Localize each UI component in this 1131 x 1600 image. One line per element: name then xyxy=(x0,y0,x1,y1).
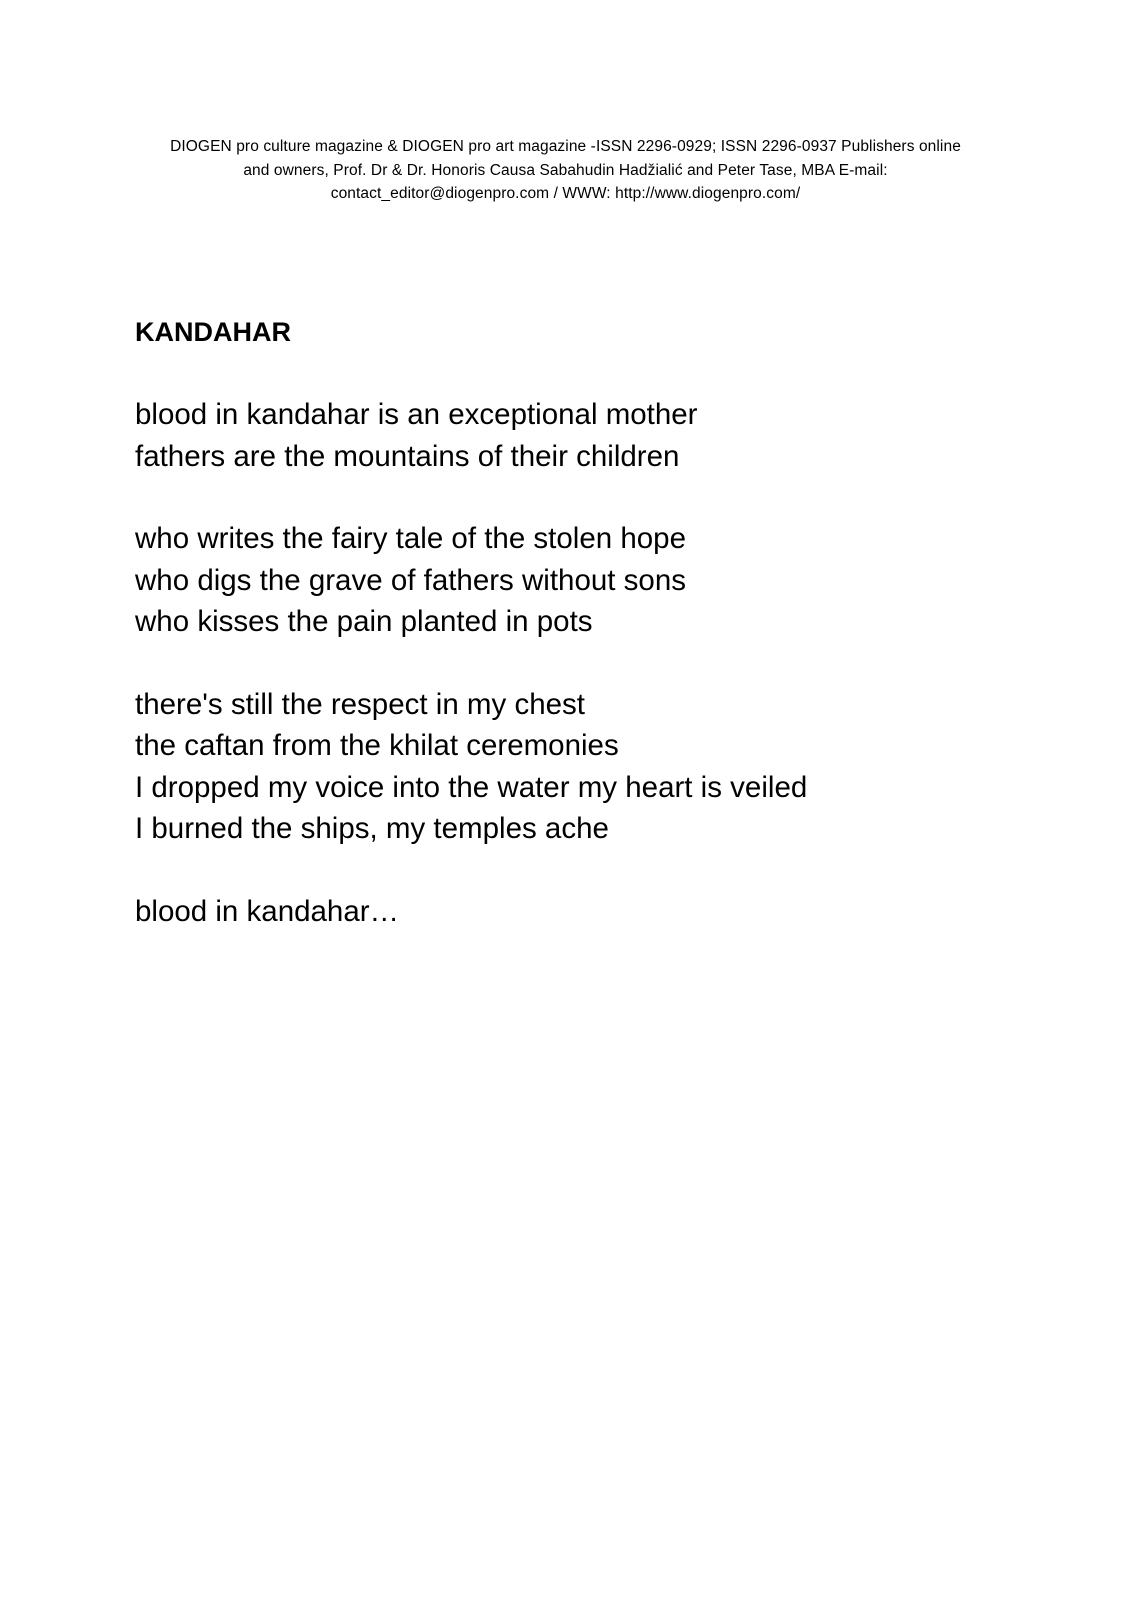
stanza-4 xyxy=(135,891,1095,933)
poem xyxy=(135,312,1095,973)
poem-line: there's still the respect in my chest xyxy=(135,687,585,721)
header-line: and owners, Prof. Dr & Dr. Honoris Causa Sabahudin Hadžialić and Peter Tase, MBA E-mail: xyxy=(243,161,888,179)
poem-line: blood in kandahar is an exceptional mother xyxy=(135,398,698,431)
poem-line: blood in kandahar… xyxy=(135,894,400,928)
poem-line: fathers are the mountains of their children xyxy=(135,439,680,473)
stanza-3 xyxy=(135,684,1095,850)
header-line: DIOGEN pro culture magazine & DIOGEN pro art magazine -ISSN 2296-0929; ISSN 2296-0937 Publishers online xyxy=(170,138,961,155)
poem-line: who kisses the pain planted in pots xyxy=(135,605,593,638)
stanza-1 xyxy=(135,394,1095,477)
header-line: contact_editor@diogenpro.com / WWW: http://www.diogenpro.com/ xyxy=(330,185,801,202)
magazine-header xyxy=(120,135,1011,206)
poem-line: who writes the fairy tale of the stolen hope xyxy=(135,522,686,555)
poem-line: I burned the ships, my temples ache xyxy=(135,812,609,845)
poem-line: I dropped my voice into the water my heart is veiled xyxy=(135,770,808,804)
poem-title: KANDAHAR xyxy=(135,317,291,347)
stanza-2 xyxy=(135,518,1095,643)
poem-line: who digs the grave of fathers without sons xyxy=(135,563,686,597)
poem-line: the caftan from the khilat ceremonies xyxy=(135,729,619,762)
